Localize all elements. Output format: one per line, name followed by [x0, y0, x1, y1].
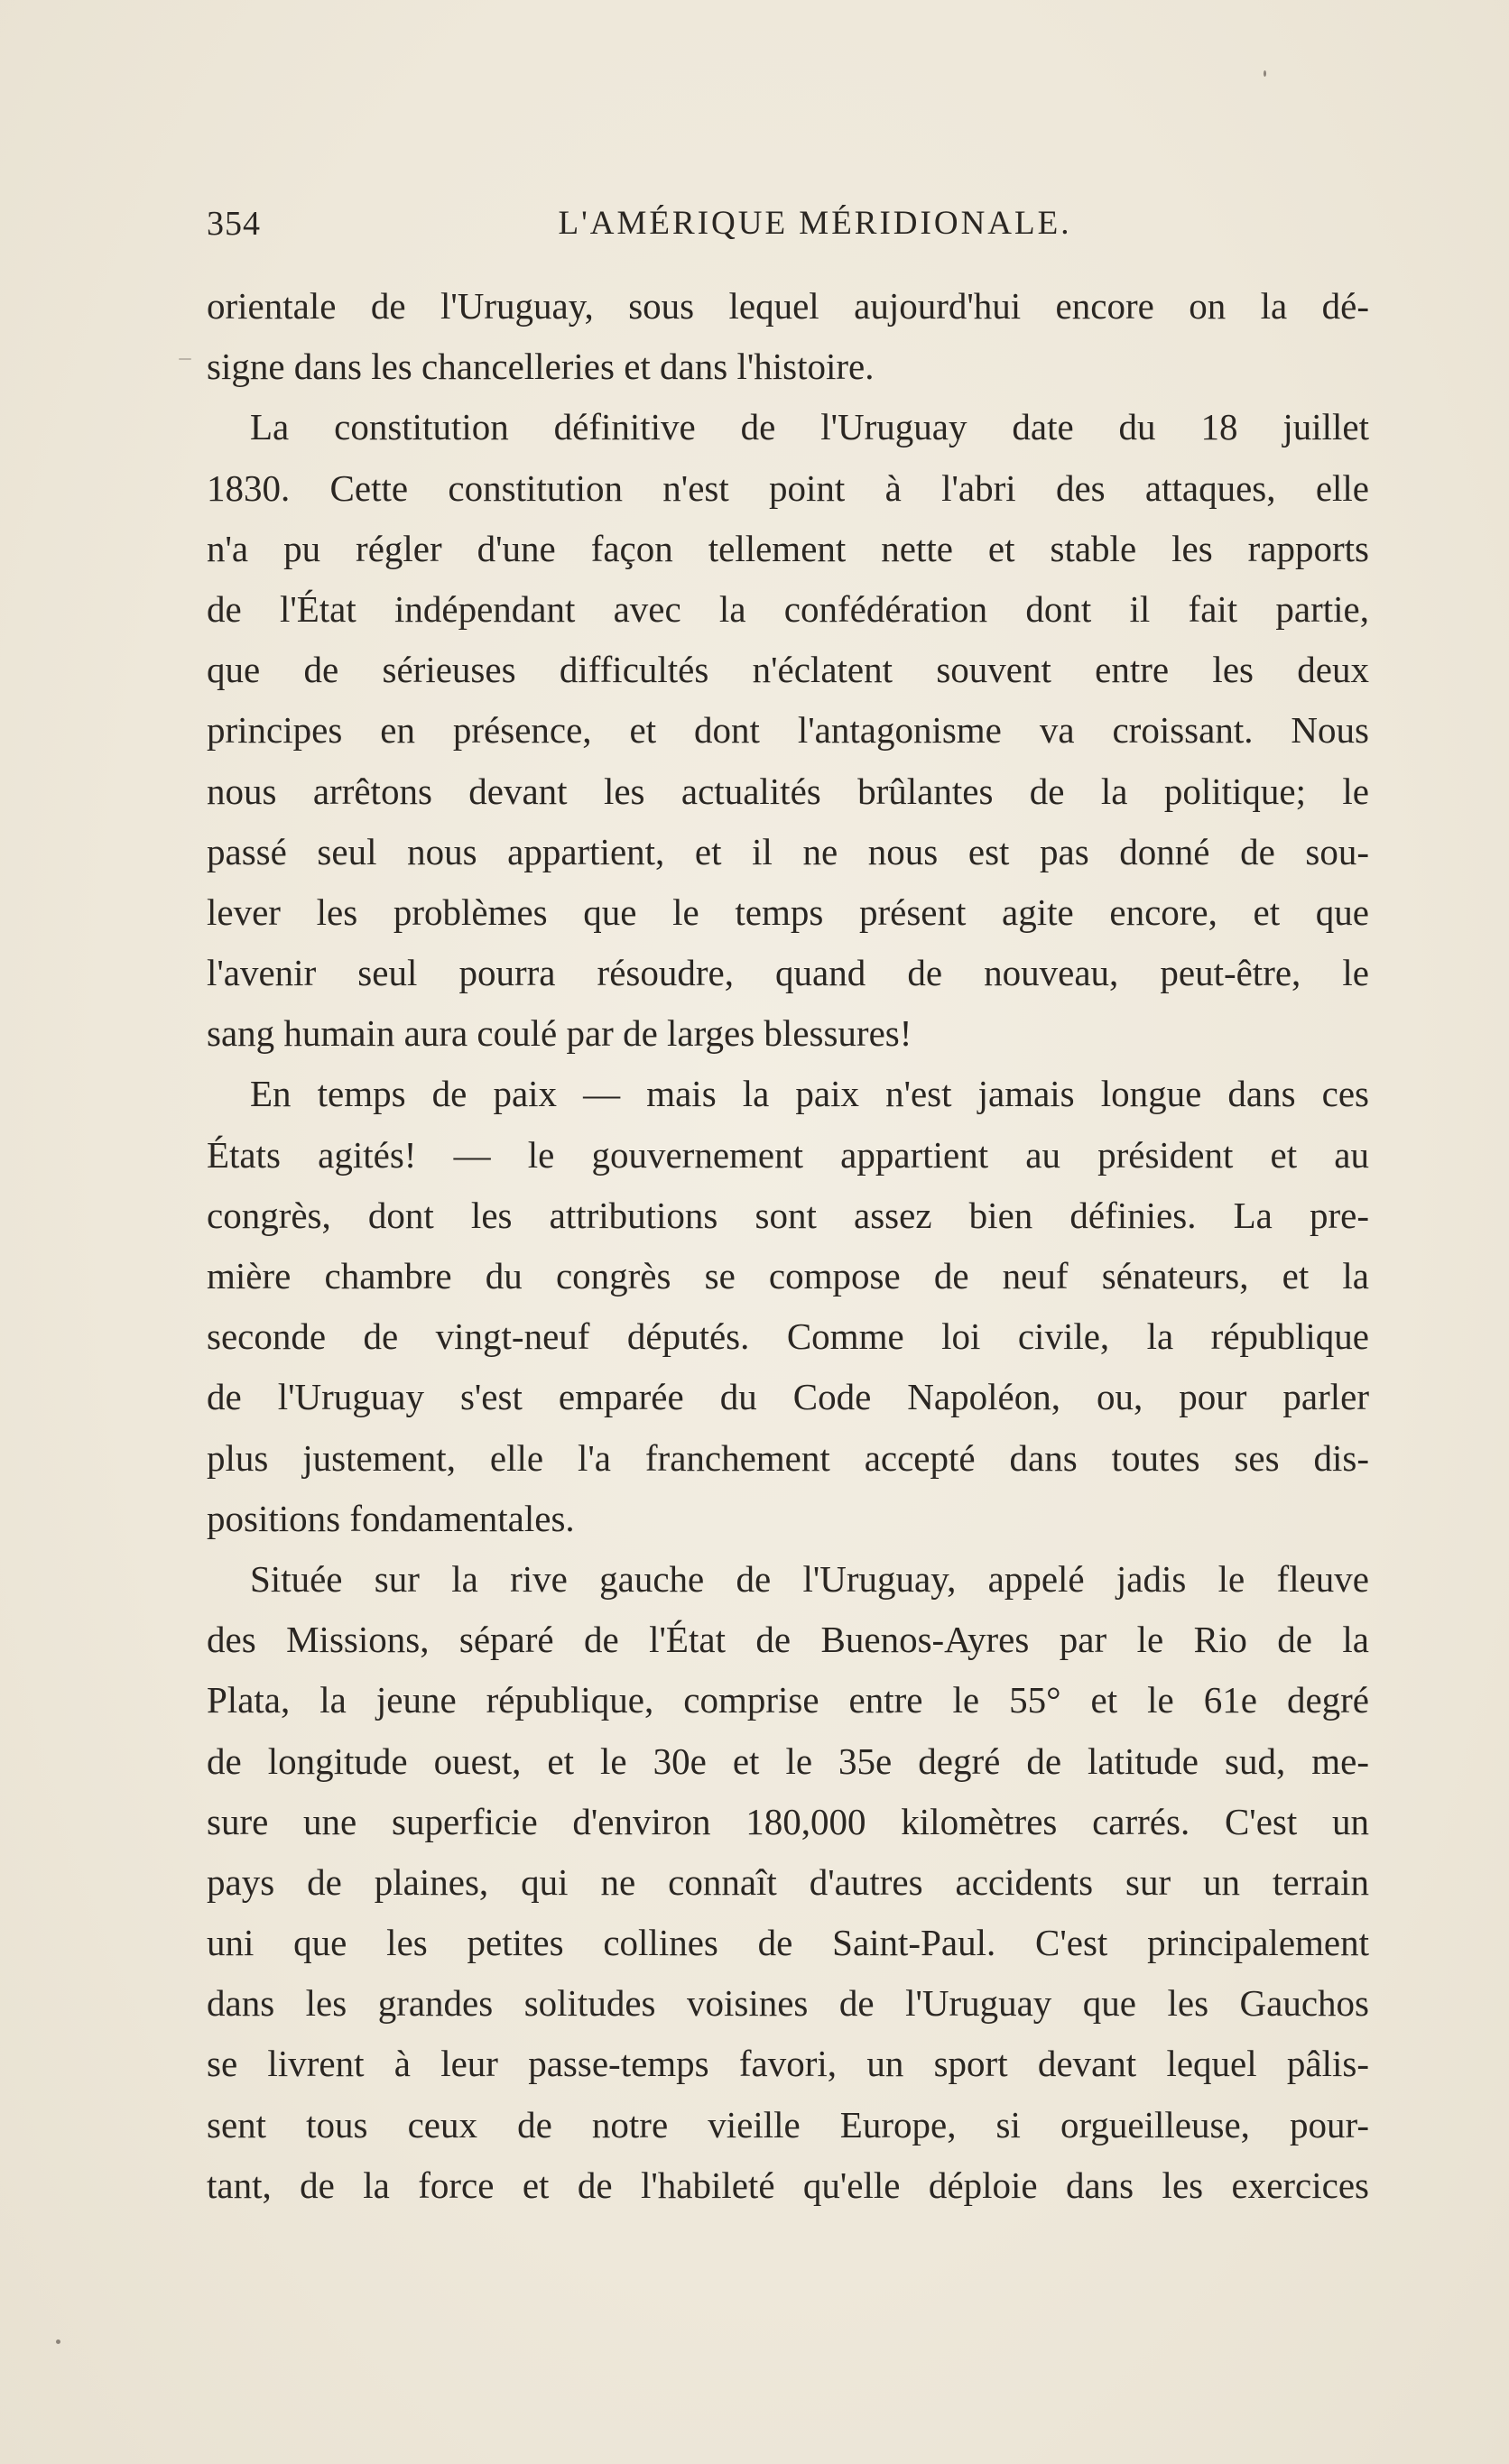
text-line: tant, de la force et de l'habileté qu'elle déploie dans les exercices	[207, 2164, 1369, 2206]
text-line: Située sur la rive gauche de l'Uruguay, appelé jadis le fleuve	[250, 1557, 1369, 1600]
text-line: l'avenir seul pourra résoudre, quand de nouveau, peut-être, le	[207, 952, 1369, 994]
text-line: de l'État indépendant avec la confédération dont il fait partie,	[207, 587, 1369, 630]
text-line: 1830. Cette constitution n'est point à l'abri des attaques, elle	[207, 466, 1369, 509]
page-header	[207, 204, 1369, 258]
text-line: nous arrêtons devant les actualités brûlantes de la politique; le	[207, 770, 1369, 812]
text-line: orientale de l'Uruguay, sous lequel aujourd'hui encore on la dé-	[207, 285, 1369, 327]
text-line: sang humain aura coulé par de larges blessures!	[207, 1012, 912, 1055]
text-line: dans les grandes solitudes voisines de l'Uruguay que les Gauchos	[207, 1982, 1369, 2025]
text-line: plus justement, elle l'a franchement accepté dans toutes ses dis-	[207, 1436, 1369, 1479]
text-line: pays de plaines, qui ne connaît d'autres accidents sur un terrain	[207, 1860, 1369, 1903]
text-line: En temps de paix — mais la paix n'est jamais longue dans ces	[250, 1073, 1369, 1115]
page-number: 354	[207, 205, 261, 243]
text-line: Plata, la jeune république, comprise entre le 55° et le 61e degré	[207, 1679, 1369, 1721]
text-line: seconde de vingt-neuf députés. Comme loi civile, la république	[207, 1315, 1369, 1358]
text-line: se livrent à leur passe-temps favori, un sport devant lequel pâlis-	[207, 2043, 1369, 2085]
text-line: que de sérieuses difficultés n'éclatent souvent entre les deux	[207, 649, 1369, 691]
text-line: lever les problèmes que le temps présent agite encore, et que	[207, 891, 1369, 933]
text-line: de l'Uruguay s'est emparée du Code Napoléon, ou, pour parler	[207, 1376, 1369, 1418]
text-line: de longitude ouest, et le 30e et le 35e degré de latitude sud, me-	[207, 1740, 1369, 1782]
text-line: sent tous ceux de notre vieille Europe, si orgueilleuse, pour-	[207, 2103, 1369, 2146]
paper-speck	[56, 2339, 60, 2344]
text-line: uni que les petites collines de Saint-Paul. C'est principalement	[207, 1922, 1369, 1964]
text-line: positions fondamentales.	[207, 1497, 575, 1539]
text-line: n'a pu régler d'une façon tellement nette et stable les rapports	[207, 527, 1369, 569]
paper-speck	[179, 358, 191, 360]
running-title: L'AMÉRIQUE MÉRIDIONALE.	[558, 205, 1072, 242]
body-text	[207, 276, 1369, 2216]
text-line: La constitution définitive de l'Uruguay date du 18 juillet	[250, 406, 1369, 448]
text-line: sure une superficie d'environ 180,000 kilomètres carrés. C'est un	[207, 1800, 1369, 1842]
text-line: principes en présence, et dont l'antagonisme va croissant. Nous	[207, 709, 1369, 752]
paper-speck	[1264, 70, 1266, 77]
text-line: mière chambre du congrès se compose de neuf sénateurs, et la	[207, 1255, 1369, 1297]
text-line: États agités! — le gouvernement appartient au président et au	[207, 1133, 1369, 1176]
text-line: des Missions, séparé de l'État de Buenos-Ayres par le Rio de la	[207, 1619, 1369, 1661]
text-line: signe dans les chancelleries et dans l'histoire.	[207, 346, 875, 388]
text-line: congrès, dont les attributions sont assez bien définies. La pre-	[207, 1194, 1369, 1236]
text-line: passé seul nous appartient, et il ne nous est pas donné de sou-	[207, 830, 1369, 872]
